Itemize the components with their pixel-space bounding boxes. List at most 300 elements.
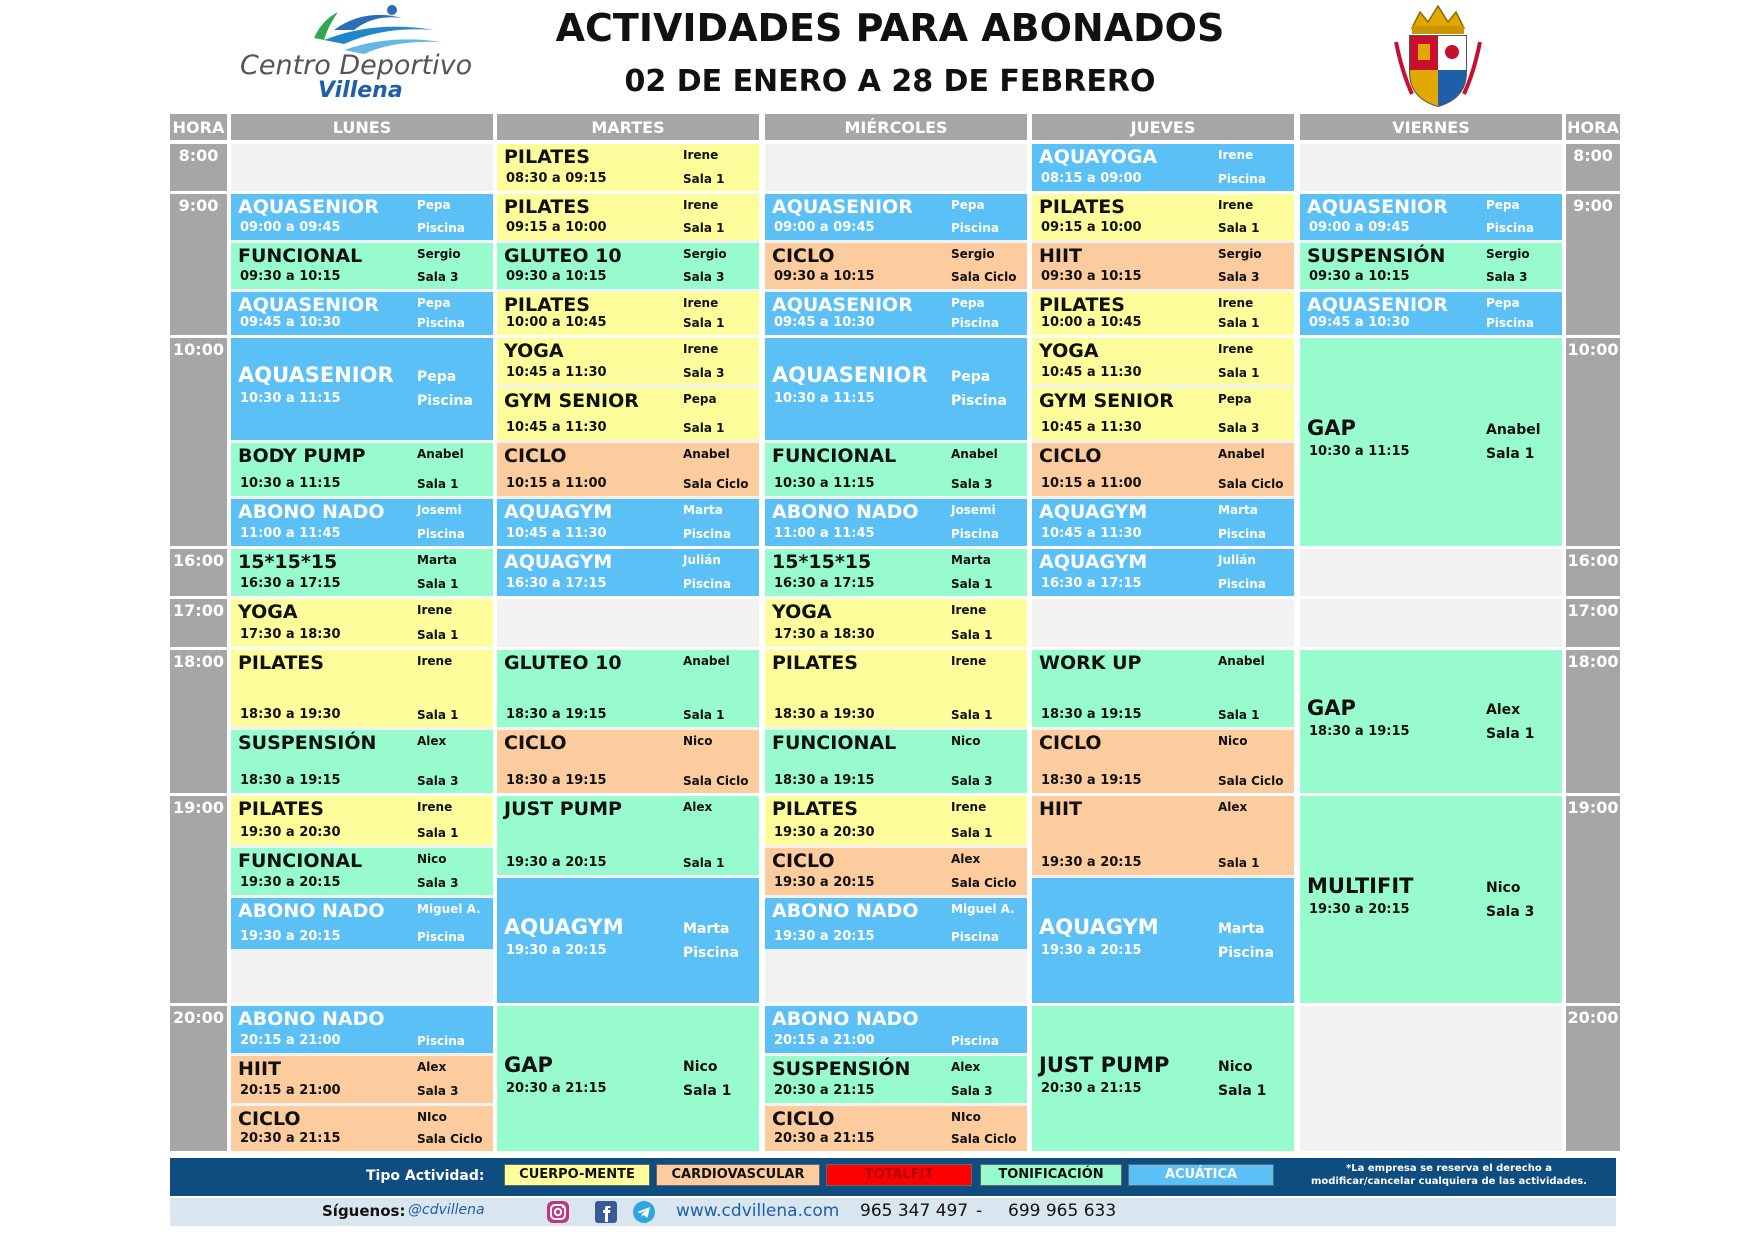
activity-instructor: Alex xyxy=(417,734,447,748)
activity-room: Sala 1 xyxy=(683,1083,732,1099)
activity-name: GLUTEO 10 xyxy=(504,652,622,674)
activity-time: 18:30 a 19:30 xyxy=(240,707,341,722)
activity-block[interactable] xyxy=(231,599,493,647)
activity-block[interactable] xyxy=(497,796,759,875)
activity-room: Sala Ciclo xyxy=(951,876,1017,890)
activity-instructor: Miguel A. xyxy=(417,902,481,916)
activity-name: CICLO xyxy=(238,1108,301,1130)
activity-room: Piscina xyxy=(1486,221,1534,235)
activity-instructor: Anabel xyxy=(951,447,998,461)
activity-instructor: Nico xyxy=(417,852,447,866)
activity-name: FUNCIONAL xyxy=(238,850,363,872)
activity-room: Sala 1 xyxy=(417,628,459,642)
activity-block[interactable] xyxy=(1032,388,1294,440)
telegram-icon[interactable] xyxy=(632,1200,656,1224)
activity-time: 20:15 a 21:00 xyxy=(240,1083,341,1098)
activity-instructor: Anabel xyxy=(683,654,730,668)
activity-room: Sala 3 xyxy=(1218,421,1260,435)
activity-name: AQUASENIOR xyxy=(238,196,379,218)
activity-time: 08:30 a 09:15 xyxy=(506,171,607,186)
activity-room: Piscina xyxy=(417,221,465,235)
activity-name: WORK UP xyxy=(1039,652,1142,674)
activity-room: Sala 3 xyxy=(417,774,459,788)
day-header-0: LUNES xyxy=(231,114,493,140)
activity-time: 19:30 a 20:15 xyxy=(774,875,875,890)
activity-instructor: Irene xyxy=(417,654,453,668)
activity-time: 11:00 a 11:45 xyxy=(774,526,875,541)
activity-instructor: Pepa xyxy=(1486,296,1520,310)
empty-slot xyxy=(1300,549,1562,596)
activity-name: ABONO NADO xyxy=(772,501,919,523)
activity-block[interactable] xyxy=(231,1106,493,1151)
activity-time: 20:30 a 21:15 xyxy=(774,1083,875,1098)
activity-instructor: Irene xyxy=(1218,198,1254,212)
activity-name: AQUASENIOR xyxy=(1307,196,1448,218)
activity-name: FUNCIONAL xyxy=(238,245,363,267)
hour-label-left: 9:00 xyxy=(170,194,227,335)
activity-block[interactable] xyxy=(765,292,1027,335)
activity-instructor: Josemi xyxy=(417,503,462,517)
activity-instructor: Irene xyxy=(951,654,987,668)
instagram-icon[interactable] xyxy=(546,1200,570,1224)
activity-time: 09:30 a 10:15 xyxy=(1309,269,1410,284)
activity-block[interactable] xyxy=(231,549,493,596)
empty-slot xyxy=(1300,599,1562,647)
activity-block[interactable] xyxy=(497,443,759,496)
activity-block[interactable] xyxy=(1032,243,1294,289)
activity-instructor: Irene xyxy=(683,198,719,212)
activity-block[interactable] xyxy=(231,848,493,895)
activity-name: AQUASENIOR xyxy=(772,294,913,316)
activity-instructor: Pepa xyxy=(417,296,451,310)
activity-instructor: Marta xyxy=(951,553,991,567)
activity-time: 17:30 a 18:30 xyxy=(240,627,341,642)
activity-room: Piscina xyxy=(1218,577,1266,591)
hour-label-left: 20:00 xyxy=(170,1006,227,1151)
activity-room: Sala Ciclo xyxy=(951,270,1017,284)
activity-block[interactable] xyxy=(1032,650,1294,727)
hour-label-right: 18:00 xyxy=(1566,650,1620,793)
activity-time: 10:45 a 11:30 xyxy=(506,420,607,435)
activity-name: AQUASENIOR xyxy=(1307,294,1448,316)
hour-label-right: 19:00 xyxy=(1566,796,1620,1003)
activity-room: Piscina xyxy=(417,527,465,541)
activity-name: AQUAGYM xyxy=(504,915,624,939)
activity-block[interactable] xyxy=(497,499,759,546)
activity-room: Sala 3 xyxy=(951,477,993,491)
activity-block[interactable] xyxy=(231,1056,493,1103)
activity-block[interactable] xyxy=(765,1106,1027,1151)
activity-block[interactable] xyxy=(497,650,759,727)
activity-block[interactable] xyxy=(1032,499,1294,546)
activity-instructor: Pepa xyxy=(683,392,717,406)
activity-block[interactable] xyxy=(1032,878,1294,1003)
activity-time: 18:30 a 19:15 xyxy=(240,773,341,788)
activity-block[interactable] xyxy=(765,549,1027,596)
activity-room: Sala 3 xyxy=(683,366,725,380)
activity-block[interactable] xyxy=(1032,1006,1294,1151)
activity-room: Sala 1 xyxy=(951,826,993,840)
activity-block[interactable] xyxy=(231,338,493,440)
activity-time: 19:30 a 20:15 xyxy=(240,875,341,890)
legend-bar xyxy=(170,1158,1616,1196)
activity-time: 16:30 a 17:15 xyxy=(774,576,875,591)
activity-room: Sala 1 xyxy=(951,577,993,591)
empty-slot xyxy=(1032,599,1294,647)
activity-name: JUST PUMP xyxy=(1039,1053,1170,1077)
activity-instructor: Anabel xyxy=(417,447,464,461)
activity-instructor: Irene xyxy=(951,800,987,814)
activity-name: AQUAGYM xyxy=(1039,915,1159,939)
activity-block[interactable] xyxy=(1300,796,1562,1003)
activity-instructor: Pepa xyxy=(417,369,457,385)
activity-time: 09:15 a 10:00 xyxy=(506,220,607,235)
activity-block[interactable] xyxy=(231,194,493,240)
activity-room: Sala 1 xyxy=(951,708,993,722)
legend-item-cardiovascular: CARDIOVASCULAR xyxy=(656,1164,820,1186)
activity-block[interactable] xyxy=(765,1056,1027,1103)
activity-room: Sala 3 xyxy=(951,774,993,788)
activity-block[interactable] xyxy=(231,243,493,289)
activity-time: 19:30 a 20:15 xyxy=(1041,855,1142,870)
activity-instructor: Sergio xyxy=(683,247,727,261)
activity-time: 09:30 a 10:15 xyxy=(506,269,607,284)
activity-time: 18:30 a 19:15 xyxy=(506,773,607,788)
activity-room: Sala Ciclo xyxy=(1218,774,1284,788)
activity-room: Sala 3 xyxy=(1486,270,1528,284)
activity-instructor: Alex xyxy=(1218,800,1248,814)
activity-name: GAP xyxy=(1307,696,1356,720)
activity-time: 10:45 a 11:30 xyxy=(1041,526,1142,541)
activity-instructor: Irene xyxy=(683,342,719,356)
activity-time: 10:45 a 11:30 xyxy=(1041,365,1142,380)
legend-item-acuatica: ACUÁTICA xyxy=(1128,1164,1274,1186)
legend-item-cuerpo_mente: CUERPO-MENTE xyxy=(504,1164,650,1186)
activity-instructor: Sergio xyxy=(417,247,461,261)
activity-name: YOGA xyxy=(238,601,298,623)
activity-time: 17:30 a 18:30 xyxy=(774,627,875,642)
activity-instructor: NIco xyxy=(951,1110,981,1124)
disclaimer-line1: *La empresa se reserva el derecho a xyxy=(1346,1163,1552,1174)
activity-block[interactable] xyxy=(497,730,759,793)
activity-name: PILATES xyxy=(772,798,858,820)
phone-number-1[interactable]: 965 347 497 xyxy=(860,1201,969,1221)
activity-room: Sala 1 xyxy=(951,628,993,642)
activity-time: 10:00 a 10:45 xyxy=(1041,315,1142,330)
activity-block[interactable] xyxy=(1032,549,1294,596)
activity-block[interactable] xyxy=(765,243,1027,289)
activity-instructor: Irene xyxy=(1218,342,1254,356)
social-handle[interactable]: @cdvillena xyxy=(408,1202,485,1218)
activity-block[interactable] xyxy=(497,243,759,289)
activity-block[interactable] xyxy=(1032,443,1294,496)
phone-number-2[interactable]: 699 965 633 xyxy=(1008,1201,1117,1221)
website-link[interactable]: www.cdvillena.com xyxy=(676,1201,840,1221)
activity-name: PILATES xyxy=(238,652,324,674)
activity-block[interactable] xyxy=(1300,292,1562,335)
activity-time: 09:00 a 09:45 xyxy=(1309,220,1410,235)
activity-time: 18:30 a 19:15 xyxy=(774,773,875,788)
activity-name: CICLO xyxy=(772,245,835,267)
activity-room: Sala Ciclo xyxy=(683,477,749,491)
activity-name: PILATES xyxy=(504,196,590,218)
activity-time: 10:45 a 11:30 xyxy=(506,365,607,380)
legend-item-tonificacion: TONIFICACIÓN xyxy=(980,1164,1122,1186)
hour-label-right: 10:00 xyxy=(1566,338,1620,546)
activity-instructor: Sergio xyxy=(1486,247,1530,261)
activity-name: PILATES xyxy=(504,294,590,316)
day-header-2: MIÉRCOLES xyxy=(765,114,1027,140)
activity-name: YOGA xyxy=(504,340,564,362)
activity-time: 09:45 a 10:30 xyxy=(1309,315,1410,330)
activity-name: PILATES xyxy=(238,798,324,820)
activity-room: Sala 3 xyxy=(1218,270,1260,284)
activity-instructor: Irene xyxy=(417,603,453,617)
activity-time: 18:30 a 19:15 xyxy=(506,707,607,722)
activity-block[interactable] xyxy=(765,338,1027,440)
hour-label-left: 19:00 xyxy=(170,796,227,1003)
activity-room: Sala 1 xyxy=(417,477,459,491)
activity-instructor: Pepa xyxy=(951,296,985,310)
activity-time: 20:30 a 21:15 xyxy=(1041,1081,1142,1096)
activity-instructor: Nico xyxy=(1218,1059,1253,1075)
activity-room: Sala 1 xyxy=(683,421,725,435)
activity-block[interactable] xyxy=(497,878,759,1003)
hour-label-right: 8:00 xyxy=(1566,144,1620,191)
activity-name: GAP xyxy=(504,1053,553,1077)
activity-instructor: Marta xyxy=(683,921,730,937)
activity-block[interactable] xyxy=(1300,650,1562,793)
activity-time: 16:30 a 17:15 xyxy=(506,576,607,591)
activity-block[interactable] xyxy=(231,292,493,335)
activity-block[interactable] xyxy=(1032,292,1294,335)
activity-room: Sala 1 xyxy=(1218,221,1260,235)
activity-time: 10:30 a 11:15 xyxy=(774,476,875,491)
hour-label-left: 10:00 xyxy=(170,338,227,546)
activity-name: CICLO xyxy=(772,850,835,872)
activity-instructor: Alex xyxy=(951,852,981,866)
activity-block[interactable] xyxy=(765,796,1027,845)
activity-block[interactable] xyxy=(765,499,1027,546)
activity-instructor: Anabel xyxy=(1218,447,1265,461)
activity-block[interactable] xyxy=(497,144,759,191)
activity-instructor: Irene xyxy=(1218,296,1254,310)
disclaimer-note xyxy=(1294,1162,1604,1188)
activity-instructor: Nico xyxy=(683,1059,718,1075)
empty-slot xyxy=(231,144,493,191)
activity-instructor: Nico xyxy=(683,734,713,748)
activity-time: 09:45 a 10:30 xyxy=(240,315,341,330)
activity-room: Sala 1 xyxy=(1218,1083,1267,1099)
activity-name: FUNCIONAL xyxy=(772,445,897,467)
activity-block[interactable] xyxy=(765,898,1027,949)
activity-room: Sala Ciclo xyxy=(683,774,749,788)
activity-instructor: Alex xyxy=(951,1060,981,1074)
activity-name: YOGA xyxy=(1039,340,1099,362)
empty-slot xyxy=(1300,1006,1562,1151)
activity-name: SUSPENSIÓN xyxy=(772,1058,911,1080)
activity-name: AQUASENIOR xyxy=(238,294,379,316)
activity-time: 10:30 a 11:15 xyxy=(240,476,341,491)
hour-label-right: 9:00 xyxy=(1566,194,1620,335)
activity-room: Piscina xyxy=(1218,945,1274,961)
activity-room: Sala 1 xyxy=(683,316,725,330)
activity-block[interactable] xyxy=(1032,144,1294,191)
activity-instructor: Pepa xyxy=(1486,198,1520,212)
activity-name: MULTIFIT xyxy=(1307,874,1414,898)
activity-room: Sala 1 xyxy=(417,826,459,840)
activity-block[interactable] xyxy=(765,194,1027,240)
activity-time: 10:45 a 11:30 xyxy=(506,526,607,541)
activity-instructor: Marta xyxy=(417,553,457,567)
activity-instructor: Marta xyxy=(1218,503,1258,517)
activity-instructor: Nico xyxy=(951,734,981,748)
activity-room: Piscina xyxy=(1218,172,1266,186)
activity-block[interactable] xyxy=(231,730,493,793)
activity-name: PILATES xyxy=(1039,294,1125,316)
activity-block[interactable] xyxy=(497,388,759,440)
activity-room: Sala 1 xyxy=(1218,856,1260,870)
activity-name: CICLO xyxy=(772,1108,835,1130)
activity-room: Sala 1 xyxy=(1218,366,1260,380)
legend-label: Tipo Actividad: xyxy=(366,1168,485,1184)
activity-name: CICLO xyxy=(1039,445,1102,467)
activity-time: 10:15 a 11:00 xyxy=(1041,476,1142,491)
activity-name: AQUAGYM xyxy=(504,501,613,523)
activity-block[interactable] xyxy=(765,599,1027,647)
activity-room: Piscina xyxy=(417,930,465,944)
activity-time: 10:00 a 10:45 xyxy=(506,315,607,330)
activity-name: AQUAGYM xyxy=(1039,551,1148,573)
activity-room: Piscina xyxy=(683,527,731,541)
activity-time: 20:30 a 21:15 xyxy=(506,1081,607,1096)
day-header-4: VIERNES xyxy=(1300,114,1562,140)
activity-room: Sala 1 xyxy=(1486,726,1535,742)
facebook-icon[interactable] xyxy=(594,1200,618,1224)
activity-time: 18:30 a 19:30 xyxy=(774,707,875,722)
activity-time: 10:45 a 11:30 xyxy=(1041,420,1142,435)
activity-time: 09:15 a 10:00 xyxy=(1041,220,1142,235)
activity-time: 10:30 a 11:15 xyxy=(774,391,875,406)
activity-time: 20:15 a 21:00 xyxy=(774,1033,875,1048)
page-title: ACTIVIDADES PARA ABONADOS xyxy=(555,6,1225,50)
activity-block[interactable] xyxy=(231,499,493,546)
activity-instructor: Sergio xyxy=(951,247,995,261)
activity-room: Sala Ciclo xyxy=(951,1132,1017,1146)
activity-block[interactable] xyxy=(1032,338,1294,385)
empty-slot xyxy=(497,599,759,647)
activity-room: Piscina xyxy=(683,945,739,961)
activity-time: 19:30 a 20:15 xyxy=(506,943,607,958)
activity-time: 09:30 a 10:15 xyxy=(240,269,341,284)
activity-instructor: Josemi xyxy=(951,503,996,517)
activity-block[interactable] xyxy=(1032,194,1294,240)
activity-block[interactable] xyxy=(1300,194,1562,240)
activity-block[interactable] xyxy=(497,292,759,335)
logo-text-line2: Villena xyxy=(318,78,403,103)
activity-name: PILATES xyxy=(772,652,858,674)
activity-instructor: NIco xyxy=(417,1110,447,1124)
activity-instructor: Alex xyxy=(417,1060,447,1074)
activity-name: ABONO NADO xyxy=(238,501,385,523)
activity-instructor: Marta xyxy=(1218,921,1265,937)
activity-block[interactable] xyxy=(765,1006,1027,1053)
activity-room: Piscina xyxy=(951,316,999,330)
activity-name: SUSPENSIÓN xyxy=(1307,245,1446,267)
activity-name: AQUAGYM xyxy=(1039,501,1148,523)
hora-header-left: HORA xyxy=(170,114,227,140)
activity-block[interactable] xyxy=(1032,796,1294,875)
activity-block[interactable] xyxy=(1300,243,1562,289)
activity-instructor: Irene xyxy=(683,148,719,162)
activity-block[interactable] xyxy=(497,338,759,385)
footer-bar xyxy=(170,1198,1616,1226)
activity-block[interactable] xyxy=(497,194,759,240)
activity-room: Sala 1 xyxy=(417,577,459,591)
activity-room: Sala 1 xyxy=(683,172,725,186)
empty-slot xyxy=(1300,144,1562,191)
activity-block[interactable] xyxy=(765,848,1027,895)
activity-time: 10:15 a 11:00 xyxy=(506,476,607,491)
empty-slot xyxy=(765,144,1027,191)
activity-instructor: Nico xyxy=(1218,734,1248,748)
activity-block[interactable] xyxy=(231,898,493,949)
activity-block[interactable] xyxy=(231,1006,493,1053)
activity-room: Piscina xyxy=(951,930,999,944)
activity-name: GLUTEO 10 xyxy=(504,245,622,267)
activity-block[interactable] xyxy=(765,650,1027,727)
legend-item-totalfit: TOTALFIT xyxy=(826,1164,972,1186)
hour-label-left: 18:00 xyxy=(170,650,227,793)
activity-time: 19:30 a 20:15 xyxy=(774,929,875,944)
activity-room: Sala 1 xyxy=(683,856,725,870)
activity-room: Sala 1 xyxy=(1486,446,1535,462)
activity-name: HIIT xyxy=(238,1058,282,1080)
activity-time: 16:30 a 17:15 xyxy=(1041,576,1142,591)
activity-room: Piscina xyxy=(951,221,999,235)
activity-instructor: Irene xyxy=(683,296,719,310)
activity-name: PILATES xyxy=(504,146,590,168)
activity-block[interactable] xyxy=(765,443,1027,496)
activity-room: Sala 3 xyxy=(417,270,459,284)
logo-text-line1: Centro Deportivo xyxy=(240,50,473,81)
activity-time: 09:00 a 09:45 xyxy=(774,220,875,235)
activity-instructor: Alex xyxy=(683,800,713,814)
activity-block[interactable] xyxy=(497,1006,759,1151)
activity-block[interactable] xyxy=(1300,338,1562,546)
activity-name: AQUAYOGA xyxy=(1039,146,1158,168)
activity-name: ABONO NADO xyxy=(238,1008,385,1030)
activity-room: Piscina xyxy=(417,393,473,409)
activity-room: Piscina xyxy=(1486,316,1534,330)
phone-separator: - xyxy=(976,1201,983,1221)
hour-label-right: 16:00 xyxy=(1566,549,1620,596)
activity-block[interactable] xyxy=(231,443,493,496)
activity-instructor: Julián xyxy=(1218,553,1256,567)
activity-time: 10:30 a 11:15 xyxy=(1309,444,1410,459)
activity-block[interactable] xyxy=(497,549,759,596)
activity-time: 09:30 a 10:15 xyxy=(1041,269,1142,284)
activity-instructor: Pepa xyxy=(1218,392,1252,406)
activity-block[interactable] xyxy=(765,730,1027,793)
activity-block[interactable] xyxy=(231,796,493,845)
activity-time: 11:00 a 11:45 xyxy=(240,526,341,541)
activity-block[interactable] xyxy=(231,650,493,727)
activity-block[interactable] xyxy=(1032,730,1294,793)
activity-instructor: Nico xyxy=(1486,880,1521,896)
activity-room: Piscina xyxy=(951,527,999,541)
activity-room: Piscina xyxy=(417,1034,465,1048)
